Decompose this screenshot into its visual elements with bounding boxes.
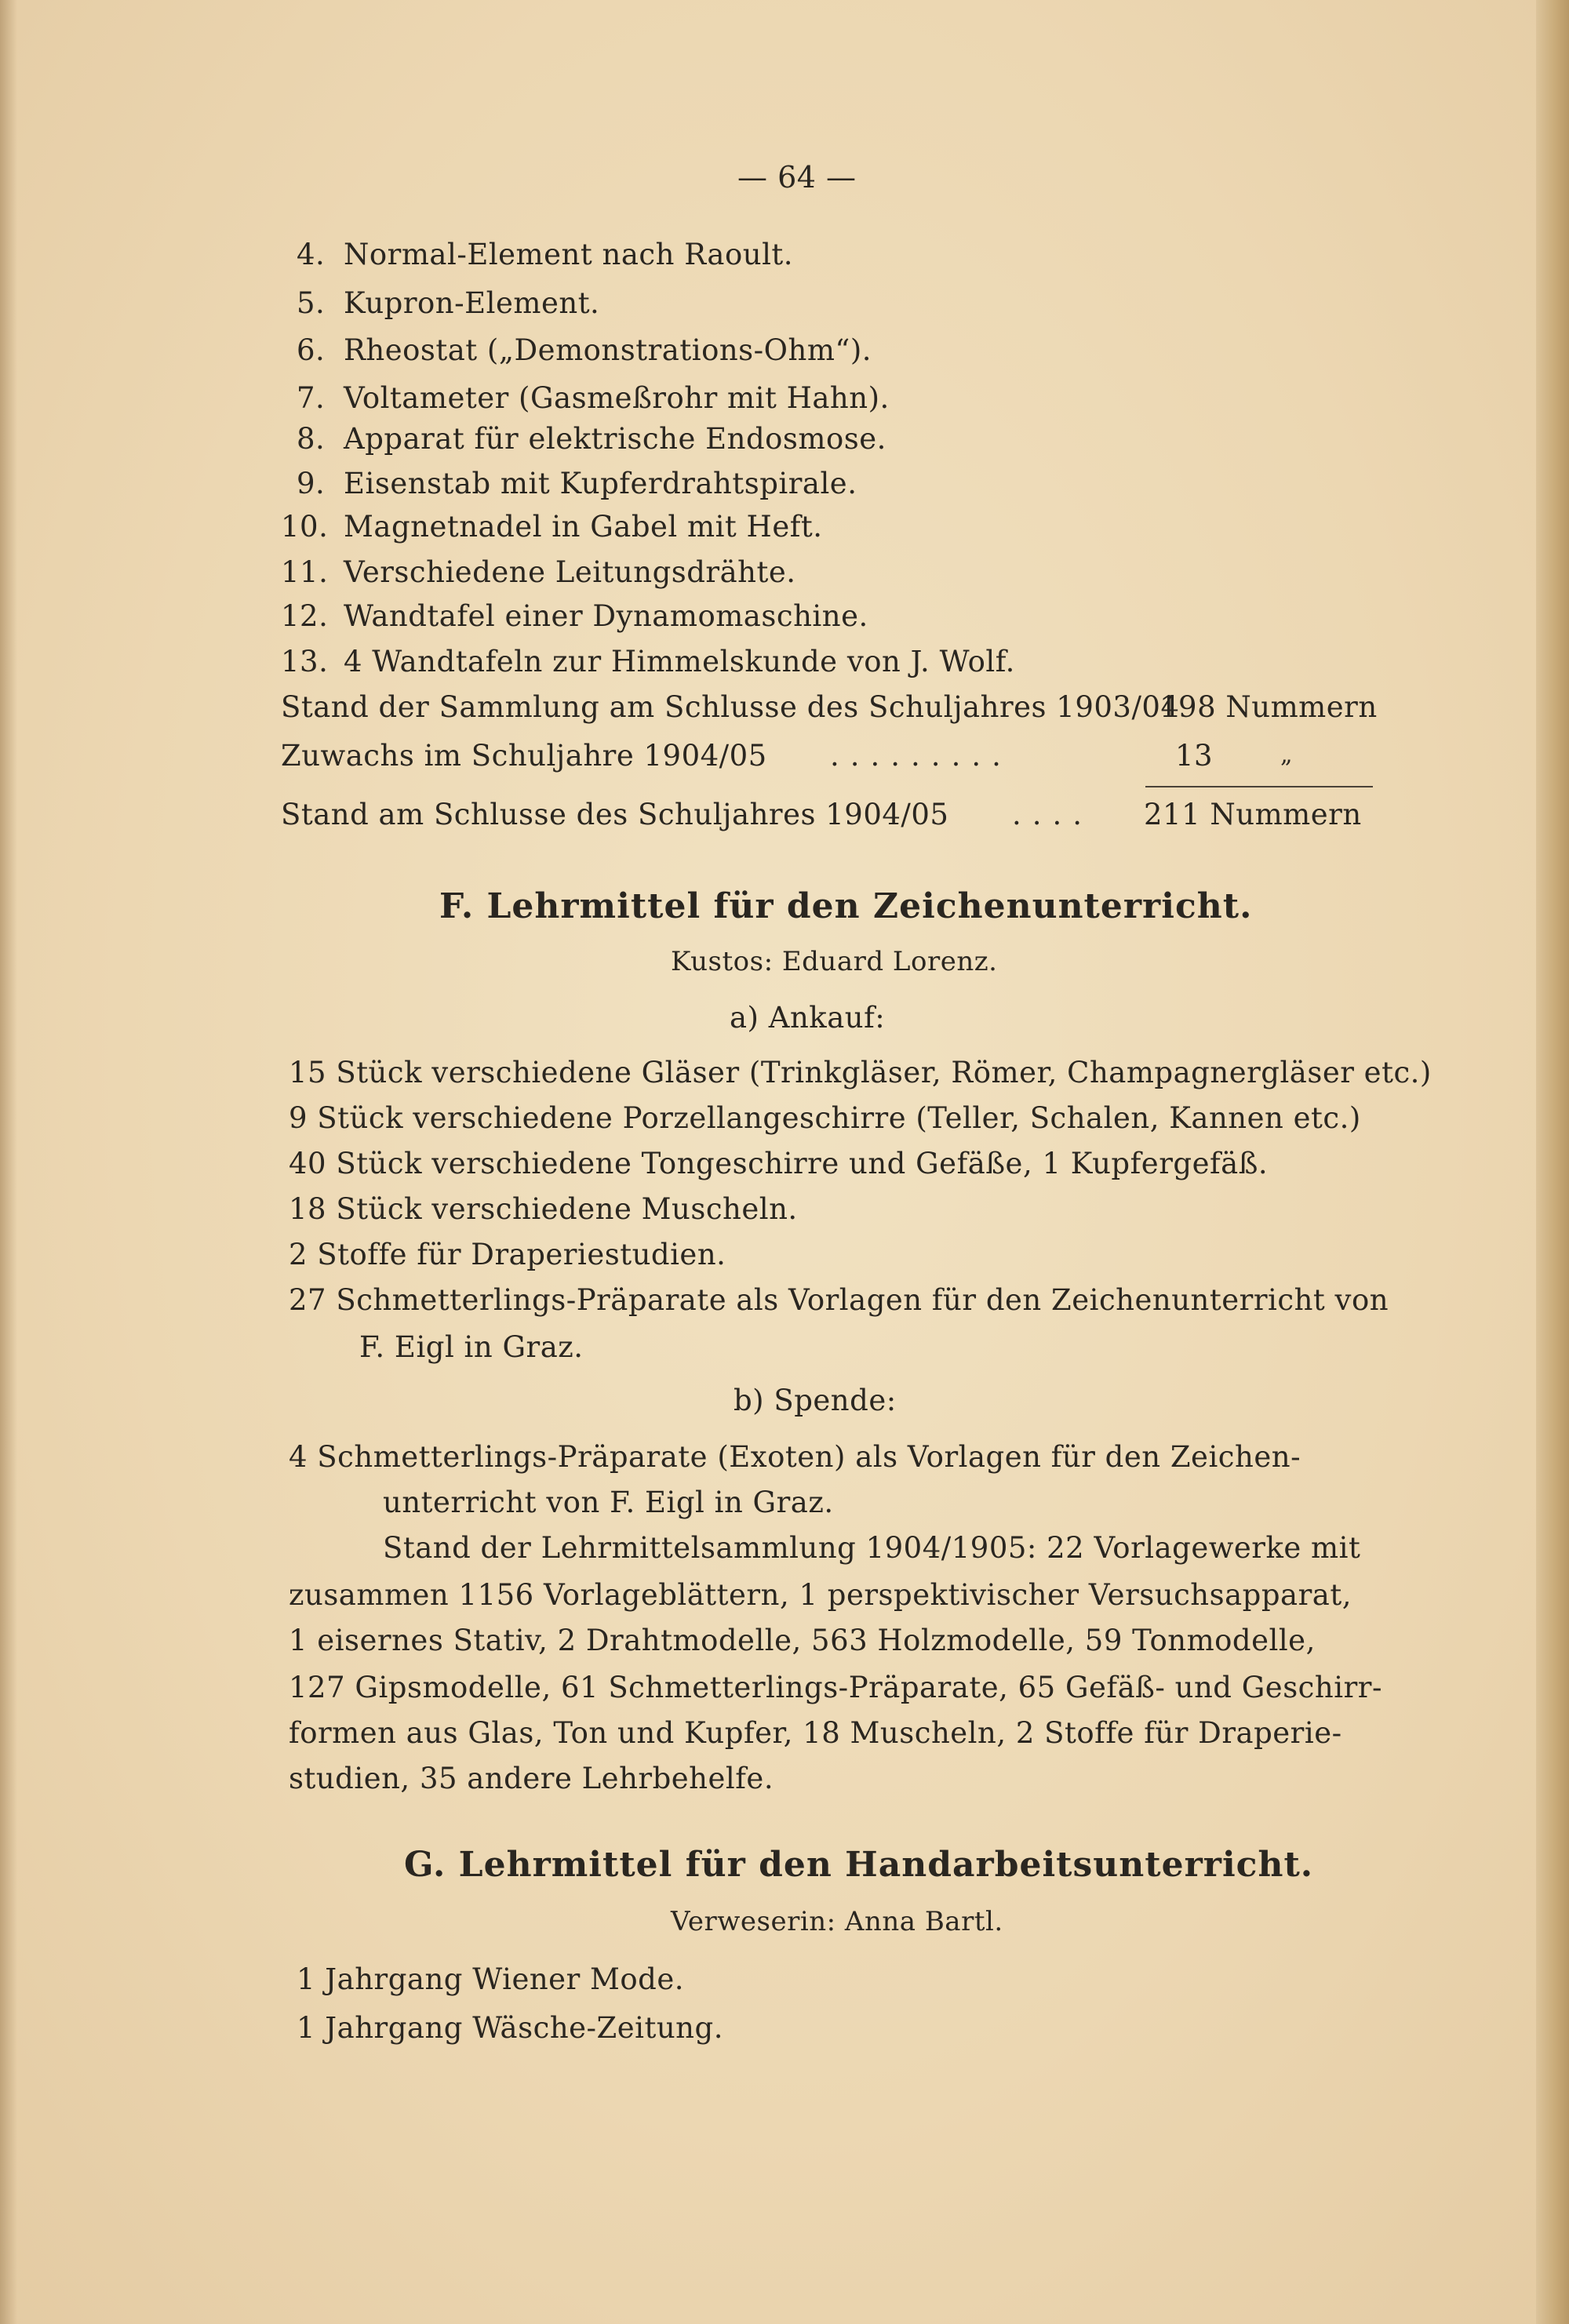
list-item: 9. Eisenstab mit Kupferdrahtspirale. [297,467,857,500]
book-gutter-shadow [0,0,17,2324]
section-g-custodian: Verweserin: Anna Bartl. [671,1906,1003,1937]
list-item: 15 Stück verschiedene Gläser (Trinkgläser, Römer, Champagnergläser etc.) [289,1056,1432,1089]
stand-value: 198 Nummern [1159,690,1378,724]
spende-title: b) Spende: [734,1384,897,1417]
list-item: 7. Voltameter (Gasmeßrohr mit Hahn). [297,381,890,415]
page-edge [1536,0,1569,2324]
paragraph-line: formen aus Glas, Ton und Kupfer, 18 Muscheln, 2 Stoffe für Draperie- [289,1716,1342,1750]
list-item: 1 Jahrgang Wiener Mode. [297,1962,685,1996]
list-item: 10. Magnetnadel in Gabel mit Heft. [281,510,823,544]
section-g-heading: G. Lehrmittel für den Handarbeitsunterricht. [404,1845,1314,1885]
list-item: 8. Apparat für elektrische Endosmose. [297,422,886,456]
list-item: 11. Verschiedene Leitungsdrähte. [281,555,796,589]
list-item: 18 Stück verschiedene Muscheln. [289,1192,798,1226]
page-number: — 64 — [737,160,857,195]
zuwachs-label: Zuwachs im Schuljahre 1904/05 [281,739,767,773]
list-item: 13. 4 Wandtafeln zur Himmelskunde von J. Wolf. [281,645,1015,678]
list-item: 12. Wandtafel einer Dynamomaschine. [281,599,868,633]
list-item: 9 Stück verschiedene Porzellangeschirre (Teller, Schalen, Kannen etc.) [289,1101,1361,1135]
section-f-custodian: Kustos: Eduard Lorenz. [671,946,998,977]
ankauf-title: a) Ankauf: [730,1001,886,1035]
paragraph-line: 127 Gipsmodelle, 61 Schmetterlings-Präparate, 65 Gefäß- und Geschirr- [289,1671,1382,1704]
total-dots: .... [1012,798,1094,831]
stand-label: Stand der Sammlung am Schlusse des Schuljahres 1903/04 [281,690,1180,724]
list-item: 2 Stoffe für Draperiestudien. [289,1238,726,1271]
list-item: 6. Rheostat („Demonstrations-Ohm“). [297,333,872,367]
paragraph-line: studien, 35 andere Lehrbehelfe. [289,1762,774,1795]
paragraph-line: Stand der Lehrmittelsammlung 1904/1905: 22 Vorlagewerke mit [383,1531,1361,1565]
list-item: 5. Kupron-Element. [297,286,600,320]
spende-line: 4 Schmetterlings-Präparate (Exoten) als Vorlagen für den Zeichen- [289,1440,1301,1474]
paragraph-line: zusammen 1156 Vorlageblättern, 1 perspektivischer Versuchsapparat, [289,1578,1352,1612]
zuwachs-dots: ......... [830,739,1012,773]
paragraph-line: 1 eisernes Stativ, 2 Drahtmodelle, 563 Holzmodelle, 59 Tonmodelle, [289,1624,1316,1657]
list-item-continuation: F. Eigl in Graz. [359,1330,584,1364]
zuwachs-ditto: „ [1280,741,1294,769]
total-value: 211 Nummern [1144,798,1362,831]
list-item: 4. Normal-Element nach Raoult. [297,238,794,271]
section-f-heading: F. Lehrmittel für den Zeichenunterricht. [439,886,1253,926]
total-label: Stand am Schlusse des Schuljahres 1904/05 [281,798,949,831]
list-item: 1 Jahrgang Wäsche-Zeitung. [297,2011,723,2045]
sum-rule [1145,786,1373,787]
list-item: 27 Schmetterlings-Präparate als Vorlagen für den Zeichenunterricht von [289,1283,1389,1317]
list-item: 40 Stück verschiedene Tongeschirre und Gefäße, 1 Kupfergefäß. [289,1147,1269,1180]
zuwachs-value: 13 [1175,739,1214,773]
spende-line-continuation: unterricht von F. Eigl in Graz. [383,1486,834,1519]
